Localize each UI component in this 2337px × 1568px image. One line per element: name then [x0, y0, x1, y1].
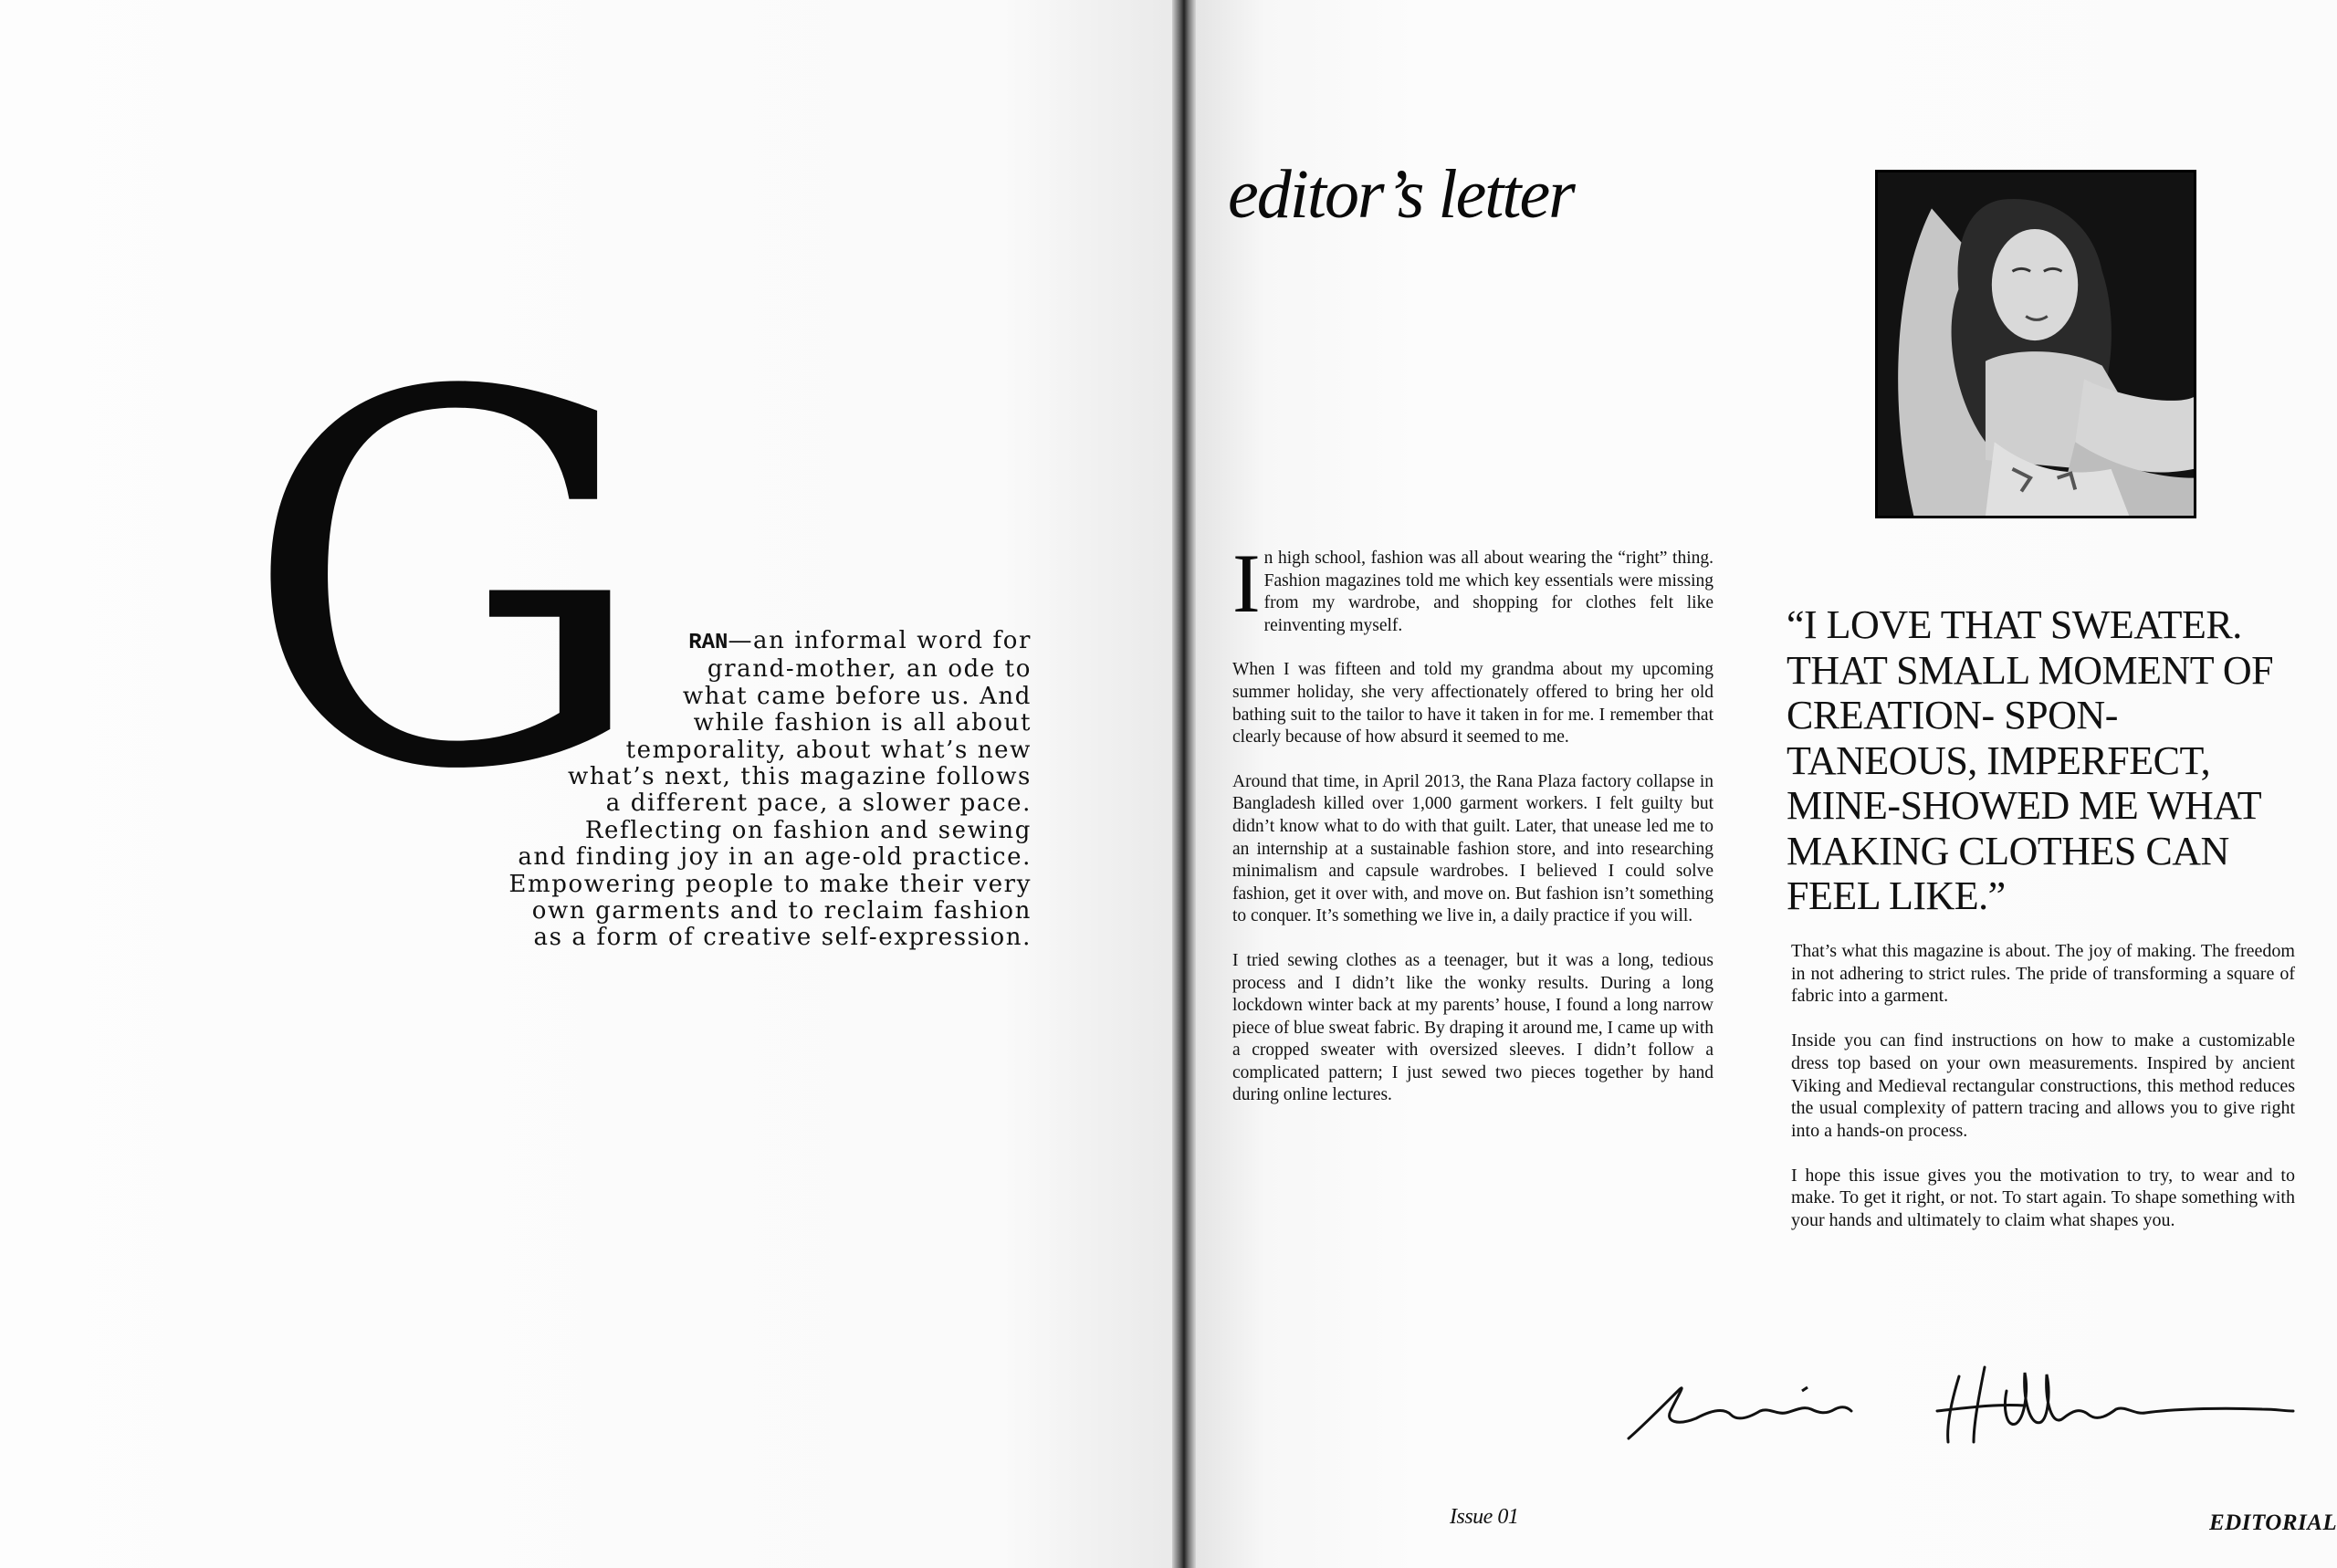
editor-signature — [1623, 1354, 2295, 1455]
body-paragraph-2: When I was fifteen and told my grandma about my upcoming summer holiday, she very affectionately offered to bring her old bathing suit to the tailor to have it taken in for me. I remember that clearly because of how absurd it seemed to me. — [1232, 660, 1713, 747]
intro-line: and finding joy in an age-old practice. — [518, 843, 1032, 872]
intro-line: what’s next, this magazine follows — [568, 763, 1032, 791]
issue-number: Issue 01 — [1450, 1505, 1519, 1529]
editor-portrait-photo — [1875, 170, 2196, 518]
drop-cap-g: G — [242, 287, 642, 882]
book-spine — [1172, 0, 1196, 1568]
intro-line: Empowering people to make their very — [508, 870, 1032, 898]
side-paragraph-3: I hope this issue gives you the motivation to try, to wear and to make. To get it right, or not. To start again. To shape something with your hands and ultimately to claim what shapes you. — [1791, 1165, 2295, 1231]
intro-line: —an informal word for — [728, 627, 1032, 654]
pull-quote: “I LOVE THAT SWEATER. THAT SMALL MOMENT OF CREATION- SPON-TANEOUS, IMPERFECT, MINE-SHOWED ME WHAT MAKING CLOTHES CAN FEEL LIKE.” — [1787, 602, 2274, 918]
intro-line: own garments and to reclaim fashion — [531, 897, 1032, 925]
body-paragraph-1: In high school, fashion was all about wearing the “right” thing. Fashion magazines told me which key essentials were missing from my wardrobe, and shopping for clothes felt like reinventing myself. — [1232, 537, 1713, 635]
intro-line: a different pace, a slower pace. — [605, 789, 1032, 818]
side-paragraph-2: Inside you can find instructions on how to make a customizable dress top based on your own measurements. Inspired by ancient Viking and Medieval rectangular constructions, this method reduces the usual complexity of pattern tracing and allows you to give right into a hands-on process. — [1791, 1030, 2295, 1141]
body-paragraph-3: Around that time, in April 2013, the Rana Plaza factory collapse in Bangladesh killed over 1,000 garment workers. I felt guilty but didn’t know what to do with that guilt. Later, that unease led me to an internship at a sustainable fashion store, and into researching minimalism and capsule wardrobes. I believed I could solve fashion, get it over with, and move on. But fashion isn’t something to conquer. It’s something we live in, a daily practice if you will. — [1232, 771, 1713, 926]
intro-line: grand-mother, an ode to — [707, 655, 1032, 684]
intro-line: Reflecting on fashion and sewing — [584, 816, 1032, 844]
letter-side-column — [1791, 940, 2295, 1254]
woman-portrait-icon — [1878, 172, 2194, 516]
section-label: EDITORIAL — [2209, 1511, 2337, 1535]
drop-cap-i: I — [1232, 537, 1261, 630]
page-title: editor’s letter — [1228, 156, 1574, 233]
intro-lead-word: RAN — [688, 631, 728, 655]
side-paragraph-1: That’s what this magazine is about. The joy of making. The freedom in not adhering to strict rules. The pride of transforming a square of fabric into a garment. — [1791, 941, 2295, 1007]
body-paragraph-4: I tried sewing clothes as a teenager, but it was a long, tedious process and I didn’t like the wonky results. During a long lockdown winter back at my parents’ house, I found a long narrow piece of blue sweat fabric. By draping it around me, I came up with a cropped sweater with oversized sleeves. I didn’t follow a complicated pattern; I just sewed two pieces together by hand during online lectures. — [1232, 950, 1713, 1105]
intro-line: temporality, about what’s new — [625, 736, 1032, 764]
letter-body — [1232, 537, 1713, 1129]
intro-paragraph — [456, 628, 1032, 952]
intro-line: what came before us. And — [682, 682, 1032, 710]
intro-line: as a form of creative self-expression. — [533, 924, 1032, 952]
intro-line: while fashion is all about — [693, 709, 1032, 737]
